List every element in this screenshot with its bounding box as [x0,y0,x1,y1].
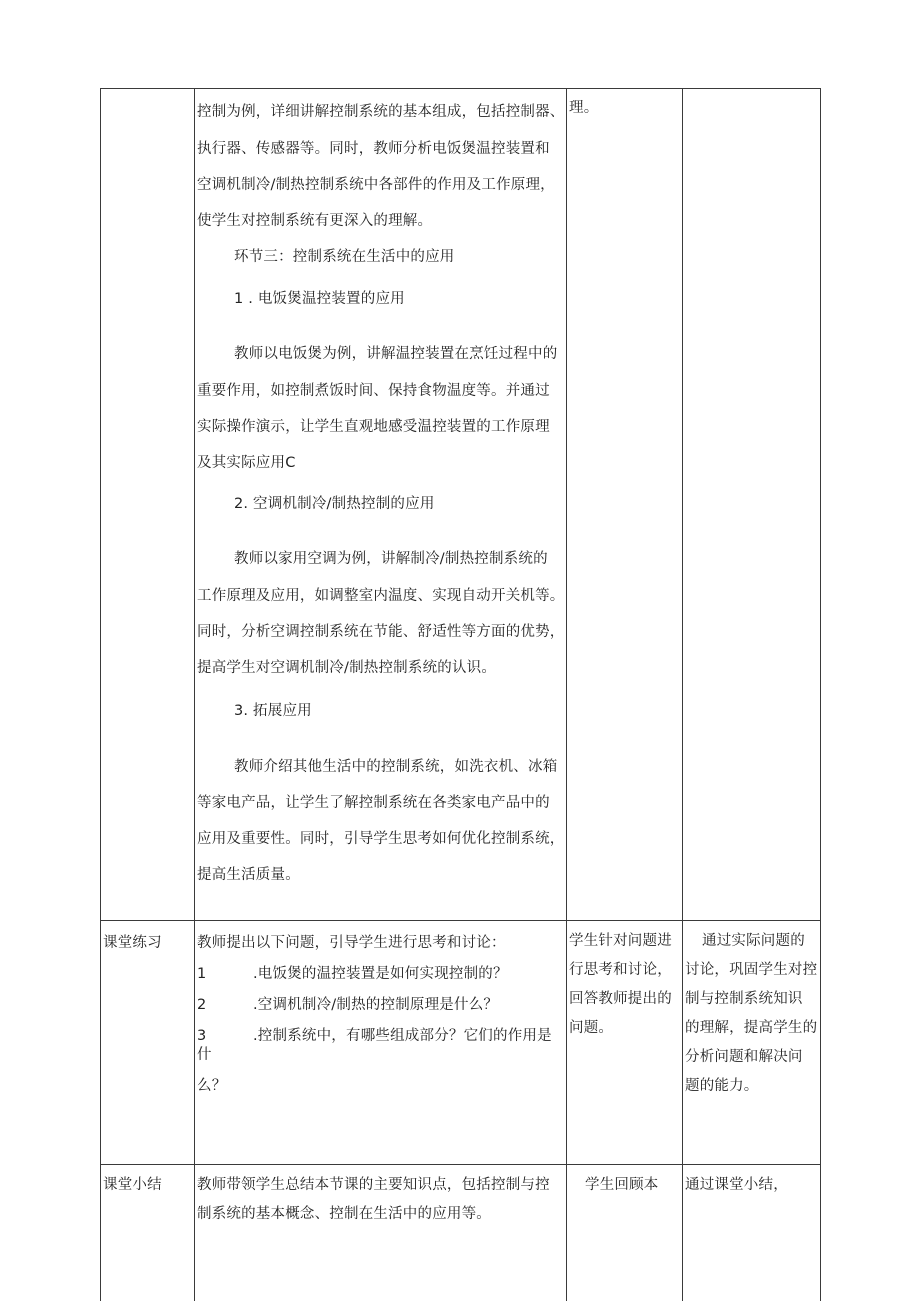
question-text: .电饭煲的温控装置是如何实现控制的？ [253,966,508,982]
column-divider-3 [682,88,683,1301]
row-divider-practice [100,920,821,921]
row-divider-summary [100,1164,821,1165]
table-right-border [820,88,821,1301]
intent-text-line: 题的能力。 [685,1078,759,1094]
teacher-text-line: 实际操作演示，让学生直观地感受温控装置的工作原理 [197,419,550,435]
teacher-text-line: 同时，分析空调控制系统在节能、舒适性等方面的优势， [197,624,565,640]
intent-text-line: 制与控制系统知识 [685,991,803,1007]
teacher-text-line: 执行器、传感器等。同时，教师分析电饭煲温控装置和 [197,141,550,157]
summary-teacher-line: 教师带领学生总结本节课的主要知识点，包括控制与控 [197,1177,550,1193]
column-divider-2 [566,88,567,1301]
teacher-text-line: 等家电产品，让学生了解控制系统在各类家电产品中的 [197,795,550,811]
table-top-border [100,88,821,89]
intent-text-line: 分析问题和解决问 [685,1049,803,1065]
teacher-text-line: 教师介绍其他生活中的控制系统，如洗衣机、冰箱 [234,759,558,775]
practice-intro: 教师提出以下问题，引导学生进行思考和讨论： [197,935,506,951]
teacher-text-line: 教师以家用空调为例，讲解制冷/制热控制系统的 [234,551,548,567]
section-heading: 环节三：控制系统在生活中的应用 [234,249,455,265]
question-text: .空调机制冷/制热的控制原理是什么？ [253,997,499,1013]
teacher-text-line: 使学生对控制系统有更深入的理解。 [197,213,433,229]
question-number: 2 [197,997,207,1013]
student-text-line: 学生针对问题进 [569,933,672,949]
summary-student-line: 学生回顾本 [585,1177,659,1193]
student-text-line: 理。 [569,100,599,116]
question-number: 1 [197,966,207,982]
row-label-summary: 课堂小结 [103,1177,162,1193]
teacher-text-line: 控制为例，详细讲解控制系统的基本组成，包括控制器、 [197,104,565,120]
table-left-border [100,88,101,1301]
teacher-text-line: 提高学生对空调机制冷/制热控制系统的认识。 [197,660,497,676]
teacher-text-line: 重要作用，如控制煮饭时间、保持食物温度等。并通过 [197,383,550,399]
summary-teacher-line: 制系统的基本概念、控制在生活中的应用等。 [197,1206,491,1222]
question-text-continued: 什 [197,1047,212,1063]
student-text-line: 问题。 [569,1020,614,1036]
teacher-text-line: 教师以电饭煲为例，讲解温控装置在烹饪过程中的 [234,346,558,362]
teacher-text-line: 工作原理及应用，如调整室内温度、实现自动开关机等。 [197,588,565,604]
row-label-practice: 课堂练习 [103,935,162,951]
teacher-text-line: 及其实际应用C [197,455,296,471]
subsection-heading: 2. 空调机制冷/制热控制的应用 [234,496,435,512]
question-text: .控制系统中，有哪些组成部分？它们的作用是 [253,1028,552,1044]
intent-text-line: 通过实际问题的 [702,933,805,949]
summary-intent-line: 通过课堂小结， [685,1177,788,1193]
student-text-line: 回答教师提出的 [569,991,672,1007]
subsection-heading: 3. 拓展应用 [234,703,312,719]
teacher-text-line: 应用及重要性。同时，引导学生思考如何优化控制系统， [197,831,565,847]
student-text-line: 行思考和讨论， [569,962,672,978]
column-divider-1 [194,88,195,1301]
intent-text-line: 讨论，巩固学生对控 [685,962,818,978]
subsection-heading: 1 . 电饭煲温控装置的应用 [234,291,405,307]
teacher-text-line: 空调机制冷/制热控制系统中各部件的作用及工作原理， [197,177,555,193]
teacher-text-line: 提高生活质量。 [197,867,300,883]
question-text-continued: 么？ [197,1078,227,1094]
intent-text-line: 的理解，提高学生的 [685,1020,818,1036]
question-number: 3 [197,1028,207,1044]
